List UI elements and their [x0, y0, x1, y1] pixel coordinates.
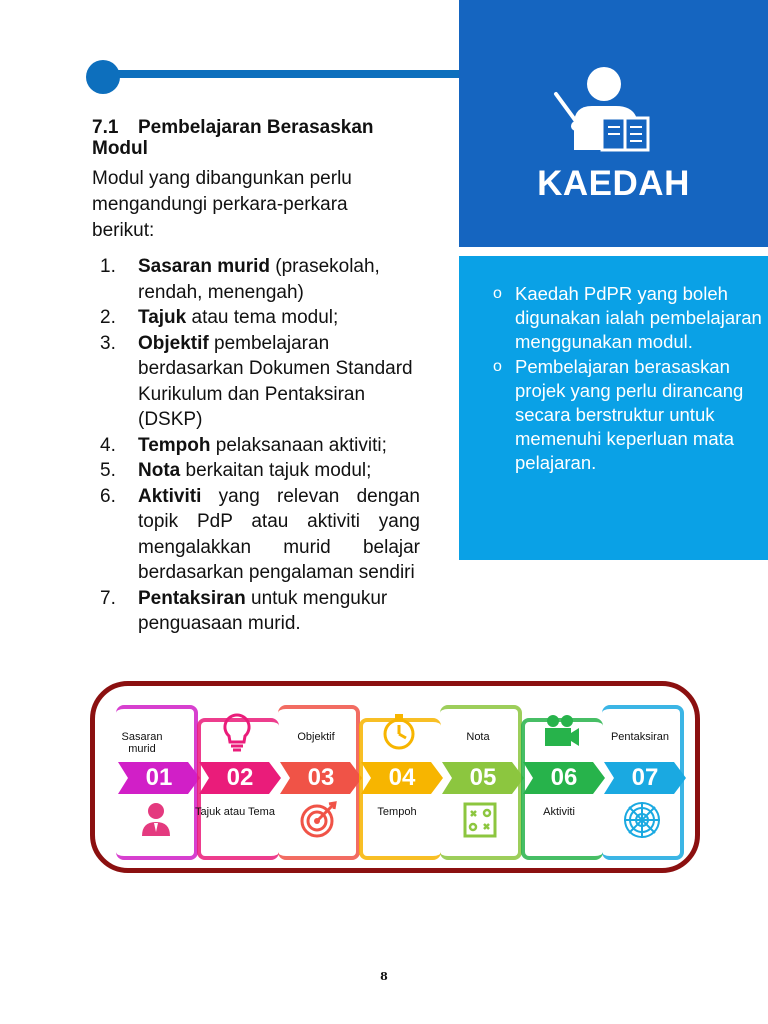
step-number: 06 [550, 764, 578, 791]
list-item: 5. Nota berkaitan tajuk modul; [100, 460, 372, 481]
step-number: 05 [469, 764, 497, 791]
kaedah-points-list [493, 282, 765, 476]
step-number: 03 [307, 764, 335, 791]
student-icon [136, 800, 176, 845]
step-ribbon-04 [361, 762, 443, 794]
kaedah-point: o Pembelajaran berasaskan projek yang perlu dirancang secara berstruktur untuk memenuhi keperluan mata pelajaran. [493, 355, 744, 474]
step-number: 07 [631, 764, 659, 791]
list-item: 6. Aktiviti yang relevan dengan topik PdP atau aktiviti yang mengalakkan murid belajar berdasarkan pengalaman sendiri [100, 485, 420, 583]
bullet-marker: o [493, 357, 502, 375]
step-label: Sasaran murid [121, 731, 163, 755]
web-icon [622, 800, 662, 845]
kaedah-info-panel [459, 256, 768, 560]
notes-board-icon [460, 800, 500, 845]
step-label: Tajuk atau Tema [195, 806, 275, 818]
step-ribbon-01 [118, 762, 200, 794]
step-label: Pentaksiran [610, 731, 670, 743]
step-label: Objektif [297, 731, 335, 743]
step-label: Nota [466, 731, 490, 743]
kaedah-point: o Kaedah PdPR yang boleh digunakan ialah pembelajaran menggunakan modul. [493, 283, 762, 353]
section-title [92, 117, 422, 159]
page-number: 8 [380, 970, 388, 983]
step-number: 04 [388, 764, 416, 791]
header-line [100, 70, 462, 78]
teacher-icon [552, 64, 652, 154]
requirements-list [100, 254, 420, 637]
list-item: 3. Objektif pembelajaran berdasarkan Dokumen Standard Kurikulum dan Pentaksiran (DSKP) [100, 332, 413, 430]
step-number: 01 [145, 764, 173, 791]
video-camera-icon [541, 712, 581, 757]
step-number: 02 [226, 764, 254, 791]
step-ribbon-07 [604, 762, 686, 794]
header-dot [86, 60, 120, 94]
section-number: 7.1 [92, 117, 119, 138]
bullet-marker: o [493, 285, 502, 302]
stopwatch-icon [379, 712, 419, 757]
list-item: 2. Tajuk atau tema modul; [100, 307, 339, 328]
kaedah-title: KAEDAH [537, 164, 690, 203]
section-title-text: Pembelajaran Berasaskan Modul [92, 117, 374, 159]
step-ribbon-03 [280, 762, 362, 794]
step-label: Aktiviti [543, 806, 575, 818]
section-intro: Modul yang dibangunkan perlu mengandungi perkara-perkara berikut: [92, 168, 352, 241]
lightbulb-icon [217, 712, 257, 757]
list-item: 7. Pentaksiran untuk mengukur penguasaan murid. [100, 587, 388, 634]
list-item: 4. Tempoh pelaksanaan aktiviti; [100, 434, 387, 456]
list-item: 1. Sasaran murid (prasekolah, rendah, menengah) [100, 256, 380, 303]
step-label: Tempoh [377, 806, 417, 818]
step-ribbon-05 [442, 762, 524, 794]
target-icon [298, 800, 338, 845]
step-ribbon-06 [523, 762, 605, 794]
step-ribbon-02 [199, 762, 281, 794]
